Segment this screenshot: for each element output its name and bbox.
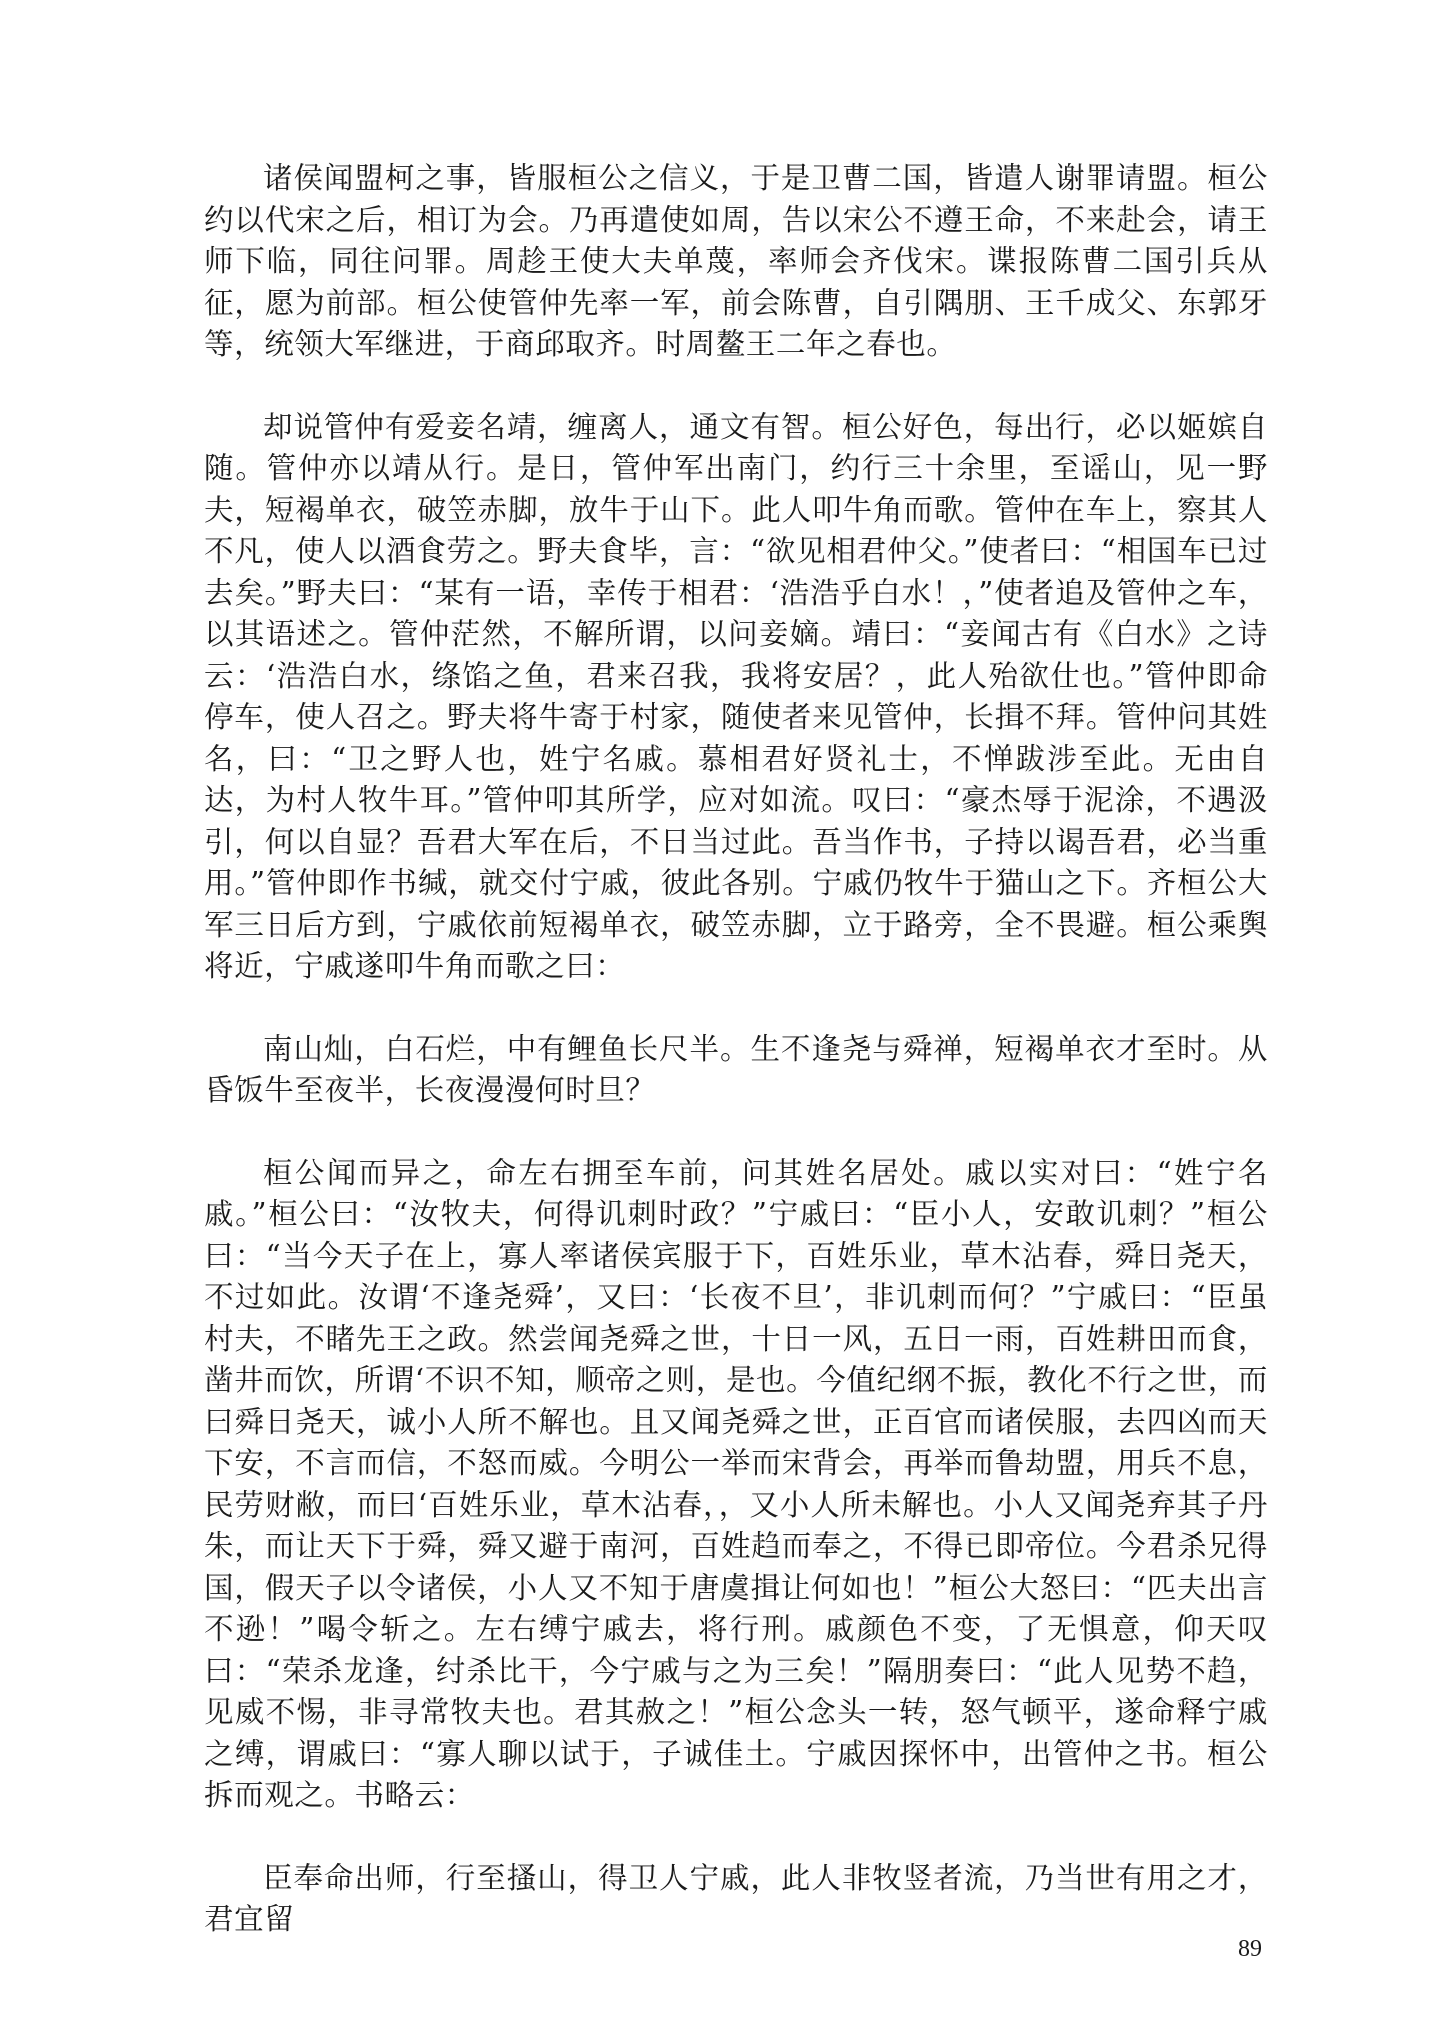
paragraph-gap xyxy=(204,366,1268,407)
song-paragraph: 南山灿，白石烂，中有鲤鱼长尺半。生不逢尧与舜禅，短褐单衣才至时。从昏饭牛至夜半，长夜漫漫何时旦？ xyxy=(204,1031,1268,1107)
paragraph-gap xyxy=(204,988,1268,1029)
page-number: 89 xyxy=(1238,1936,1262,1962)
body-text xyxy=(204,158,1268,1941)
letter-paragraph: 臣奉命出师，行至搔山，得卫人宁戚，此人非牧竖者流，乃当世有用之才，君宜留 xyxy=(204,1860,1268,1936)
paragraph-2: 却说管仲有爱妾名靖，缠离人，通文有智。桓公好色，每出行，必以姬嫔自随。管仲亦以靖从行。是日，管仲军出南门，约行三十余里，至谣山，见一野夫，短褐单衣，破笠赤脚，放牛于山下。此人叩牛角而歌。管仲在车上，察其人不凡，使人以酒食劳之。野夫食毕，言：“欲见相君仲父。”使者曰：“相国车已过去矣。”野夫曰：“某有一语，幸传于相君：‘浩浩乎白水！，”使者追及管仲之车，以其语述之。管仲茫然，不解所谓，以问妾嫡。靖曰：“妾闻古有《白水》之诗云：‘浩浩白水，绦馅之鱼，君来召我，我将安居？，此人殆欲仕也。”管仲即命停车，使人召之。野夫将牛寄于村家，随使者来见管仲，长揖不拜。管仲问其姓名，曰：“卫之野人也，姓宁名戚。慕相君好贤礼士，不惮跋涉至此。无由自达，为村人牧牛耳。”管仲叩其所学，应对如流。叹曰：“豪杰辱于泥涂，不遇汲引，何以自显？吾君大军在后，不日当过此。吾当作书，子持以谒吾君，必当重用。”管仲即作书缄，就交付宁戚，彼此各别。宁戚仍牧牛于猫山之下。齐桓公大军三日后方到，宁戚依前短褐单衣，破笠赤脚，立于路旁，全不畏避。桓公乘舆将近，宁戚遂叩牛角而歌之曰： xyxy=(204,409,1268,983)
paragraph-gap xyxy=(204,1817,1268,1858)
paragraph-gap xyxy=(204,1112,1268,1153)
paragraph-1: 诸侯闻盟柯之事，皆服桓公之信义，于是卫曹二国，皆遣人谢罪请盟。桓公约以代宋之后，相订为会。乃再遣使如周，告以宋公不遵王命，不来赴会，请王师下临，同往问罪。周趁王使大夫单蔑，率师会齐伐宋。谍报陈曹二国引兵从征，愿为前部。桓公使管仲先率一军，前会陈曹，自引隅朋、王千成父、东郭牙等，统领大军继进，于商邱取齐。时周鳌王二年之春也。 xyxy=(204,161,1268,361)
paragraph-4: 桓公闻而异之，命左右拥至车前，问其姓名居处。戚以实对曰：“姓宁名戚。”桓公曰：“汝牧夫，何得讥刺时政？”宁戚曰：“臣小人，安敢讥刺？”桓公曰：“当今天子在上，寡人率诸侯宾服于下，百姓乐业，草木沾春，舜日尧天，不过如此。汝谓‘不逢尧舜’，又曰：‘长夜不旦’，非讥刺而何？”宁戚曰：“臣虽村夫，不睹先王之政。然尝闻尧舜之世，十日一风，五日一雨，百姓耕田而食，凿井而饮，所谓‘不识不知，顺帝之则，是也。今值纪纲不振，教化不行之世，而曰舜日尧天，诚小人所不解也。且又闻尧舜之世，正百官而诸侯服，去四凶而天下安，不言而信，不怒而威。今明公一举而宋背会，再举而鲁劫盟，用兵不息，民劳财敝，而曰‘百姓乐业，草木沾春，，又小人所未解也。小人又闻尧弃其子丹朱，而让天下于舜，舜又避于南河，百姓趋而奉之，不得已即帝位。今君杀兄得国，假天子以令诸侯，小人又不知于唐虞揖让何如也！”桓公大怒曰：“匹夫出言不逊！”喝令斩之。左右缚宁戚去，将行刑。戚颜色不变，了无惧意，仰天叹曰：“荣杀龙逢，纣杀比干，今宁戚与之为三矣！”隔朋奏曰：“此人见势不趋，见威不惕，非寻常牧夫也。君其赦之！”桓公念头一转，怒气顿平，遂命释宁戚之缚，谓戚曰：“寡人聊以试于，子诚佳土。宁戚因探怀中，出管仲之书。桓公拆而观之。书略云： xyxy=(204,1155,1268,1812)
